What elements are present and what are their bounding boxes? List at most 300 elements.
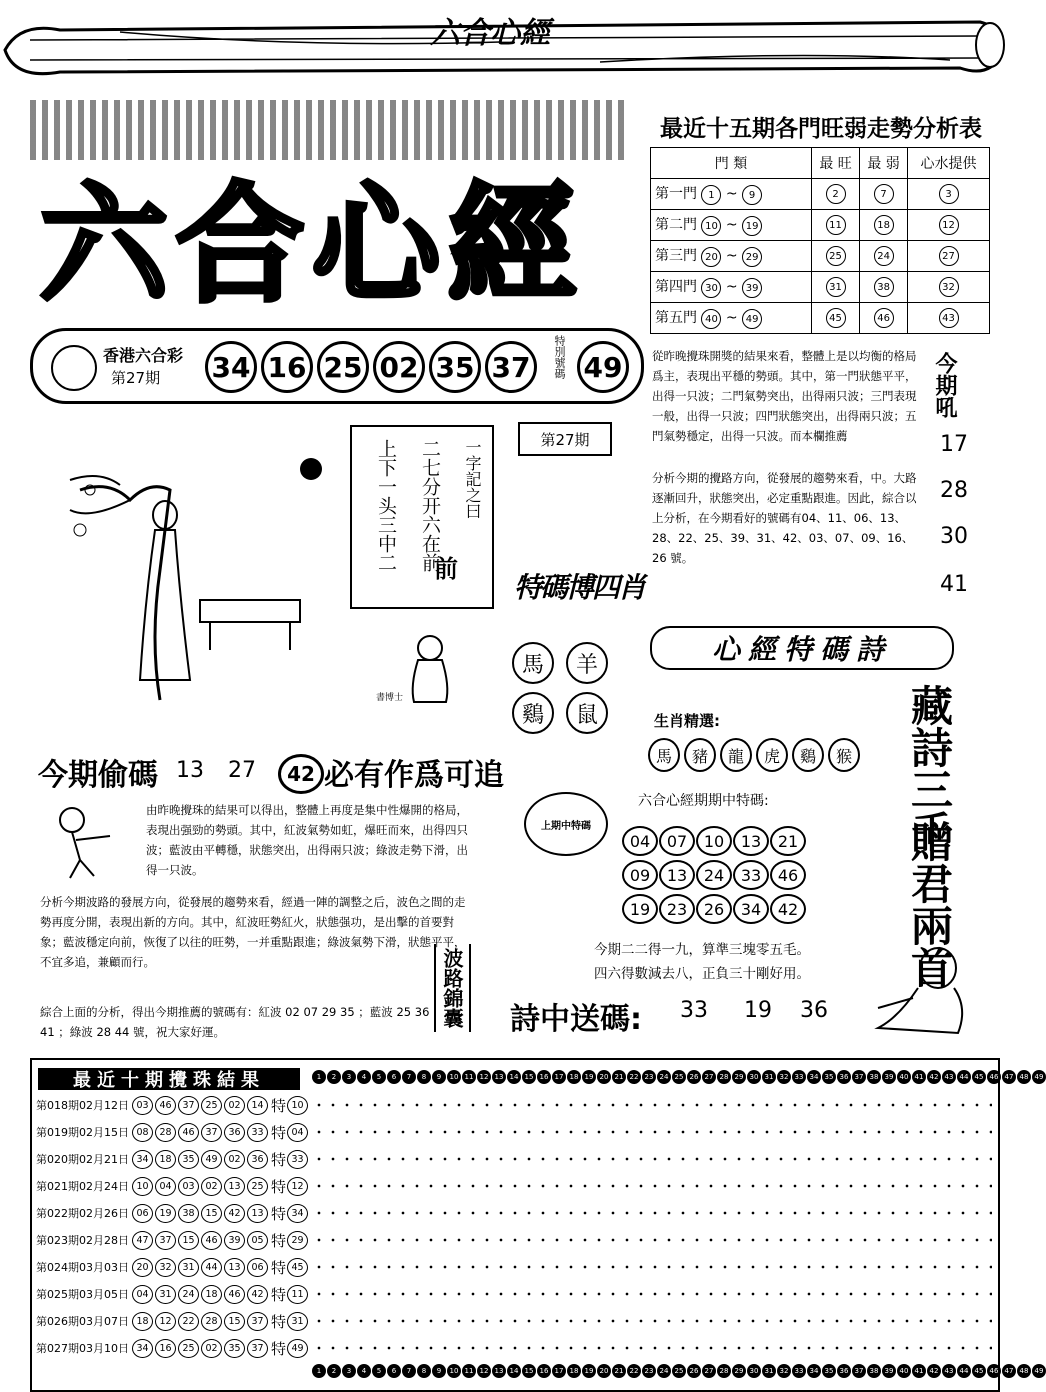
strip-number: 26 <box>687 1364 701 1378</box>
results-ball: 12 <box>155 1312 176 1331</box>
strip-number: 28 <box>717 1364 731 1378</box>
door-cell: 第三門 20 ~ 29 <box>651 241 812 272</box>
strip-number: 27 <box>702 1364 716 1378</box>
results-ball: 13 <box>224 1177 245 1196</box>
strip-number: 23 <box>642 1364 656 1378</box>
special-ball: 49 <box>577 341 629 393</box>
zodiac-item: 鷄 <box>792 738 824 772</box>
results-special-ball: 45 <box>287 1258 308 1277</box>
results-ball: 42 <box>224 1204 245 1223</box>
strip-number: 32 <box>777 1070 791 1084</box>
results-ball: 47 <box>132 1231 153 1250</box>
draw-ball: 37 <box>485 341 537 393</box>
strip-number: 48 <box>1017 1070 1031 1084</box>
results-ball: 37 <box>247 1312 268 1331</box>
results-special-label: 特 <box>271 1339 287 1358</box>
strip-number: 29 <box>732 1364 746 1378</box>
results-dot-grid <box>312 1202 992 1224</box>
results-ball: 03 <box>132 1096 153 1115</box>
strip-number: 2 <box>327 1070 341 1084</box>
max-cell: 11 <box>812 210 860 241</box>
steal-paragraph-3: 綜合上面的分析，得出今期推薦的號碼有：紅波 02 07 29 35 ；藍波 25 36 41 ；綠波 28 44 號，祝大家好運。 <box>40 1005 430 1039</box>
results-ball: 33 <box>247 1123 268 1142</box>
strip-number: 14 <box>507 1070 521 1084</box>
strip-number: 40 <box>897 1070 911 1084</box>
hit-number-ball: 10 <box>696 826 732 856</box>
results-ball: 25 <box>247 1177 268 1196</box>
poem-line-2: 四六得數減去八，正負三十剛好用。 <box>594 966 810 982</box>
results-special-ball: 12 <box>287 1177 308 1196</box>
results-ball: 25 <box>201 1096 222 1115</box>
scholar-illustration <box>858 938 978 1038</box>
table-row <box>651 272 990 303</box>
strip-number: 14 <box>507 1364 521 1378</box>
results-ball: 18 <box>201 1285 222 1304</box>
strip-number: 19 <box>582 1364 596 1378</box>
door-cell: 第四門 30 ~ 39 <box>651 272 812 303</box>
results-ball: 14 <box>247 1096 268 1115</box>
strip-number: 6 <box>387 1364 401 1378</box>
results-row <box>36 1337 310 1359</box>
last-issue-stamp: 上期中特碼 <box>524 792 608 856</box>
roar-number: 28 <box>940 478 968 503</box>
results-ball: 39 <box>224 1231 245 1250</box>
results-special-label: 特 <box>271 1096 287 1115</box>
riddle-col1: 一字記之曰 <box>463 439 482 519</box>
riddle-box <box>350 425 494 609</box>
results-ball: 20 <box>132 1258 153 1277</box>
analysis-paragraph-2: 分析今期的攪路方向，從發展的趨勢來看，中。大路逐漸回升，狀態突出，必定重點跟進。因此，綜合以上分析，在今期看好的號碼有04、11、06、13、28、22、25、39、31、42、03、07、09、16、26 號。 <box>652 471 917 565</box>
draw-ball: 34 <box>205 341 257 393</box>
strip-number: 37 <box>852 1364 866 1378</box>
strip-number: 30 <box>747 1364 761 1378</box>
strip-number: 39 <box>882 1070 896 1084</box>
strip-number: 20 <box>597 1364 611 1378</box>
strip-number: 30 <box>747 1070 761 1084</box>
max-cell: 2 <box>812 179 860 210</box>
number-strip-bottom <box>312 1364 1044 1380</box>
results-ball: 28 <box>155 1123 176 1142</box>
strip-number: 9 <box>432 1070 446 1084</box>
header-cell: 門 類 <box>651 148 812 179</box>
strip-number: 44 <box>957 1070 971 1084</box>
strip-number: 49 <box>1032 1070 1046 1084</box>
results-ball: 06 <box>247 1258 268 1277</box>
strip-number: 41 <box>912 1364 926 1378</box>
results-row <box>36 1175 310 1197</box>
results-issue-label: 第018期02月12日 <box>36 1099 129 1112</box>
strip-number: 26 <box>687 1070 701 1084</box>
lottery-result-bar <box>30 328 644 404</box>
table-row <box>651 210 990 241</box>
hit-number-ball: 24 <box>696 860 732 890</box>
results-ball: 02 <box>201 1177 222 1196</box>
strip-number: 39 <box>882 1364 896 1378</box>
results-dot-grid <box>312 1310 992 1332</box>
strip-number: 5 <box>372 1364 386 1378</box>
results-ball: 13 <box>247 1204 268 1223</box>
results-special-label: 特 <box>271 1150 287 1169</box>
results-special-ball: 11 <box>287 1285 308 1304</box>
trend-title: 最近十五期各門旺弱走勢分析表 <box>660 115 982 142</box>
results-ball: 24 <box>178 1285 199 1304</box>
max-cell: 45 <box>812 303 860 334</box>
results-ball: 31 <box>178 1258 199 1277</box>
results-ball: 42 <box>247 1285 268 1304</box>
strip-number: 33 <box>792 1070 806 1084</box>
results-ball: 37 <box>247 1339 268 1358</box>
table-row <box>651 241 990 272</box>
strip-number: 43 <box>942 1070 956 1084</box>
strip-number: 10 <box>447 1364 461 1378</box>
strip-number: 27 <box>702 1070 716 1084</box>
results-special-label: 特 <box>271 1231 287 1250</box>
strip-number: 41 <box>912 1070 926 1084</box>
results-dot-grid <box>312 1175 992 1197</box>
strip-number: 13 <box>492 1364 506 1378</box>
strip-number: 19 <box>582 1070 596 1084</box>
min-cell: 7 <box>860 179 908 210</box>
poem-title: 心經特碼詩 <box>650 626 954 670</box>
strip-number: 25 <box>672 1364 686 1378</box>
results-title: 最近十期攪珠結果 <box>38 1068 300 1090</box>
results-ball: 04 <box>132 1285 153 1304</box>
strip-number: 36 <box>837 1364 851 1378</box>
number-strip-top <box>312 1070 1044 1086</box>
hit-number-ball: 33 <box>733 860 769 890</box>
results-ball: 46 <box>201 1231 222 1250</box>
riddle-col2: 二七分开六在前 <box>419 439 441 572</box>
results-special-label: 特 <box>271 1285 287 1304</box>
poem-gift-label: 詩中送碼: <box>510 1002 642 1037</box>
strip-number: 32 <box>777 1364 791 1378</box>
strip-number: 11 <box>462 1070 476 1084</box>
results-row <box>36 1310 310 1332</box>
lottery-brand: 香港六合彩 <box>103 346 184 365</box>
strip-number: 21 <box>612 1364 626 1378</box>
poem-gift-number: 19 <box>744 998 772 1023</box>
results-ball: 15 <box>178 1231 199 1250</box>
zodiac-item: 豬 <box>684 738 716 772</box>
special-label: 特別號碼 <box>553 335 566 379</box>
hit-number-ball: 23 <box>659 894 695 924</box>
strip-number: 31 <box>762 1070 776 1084</box>
strip-number: 16 <box>537 1364 551 1378</box>
strip-number: 46 <box>987 1364 1001 1378</box>
results-row <box>36 1229 310 1251</box>
strip-number: 18 <box>567 1364 581 1378</box>
roar-label: 今期吼 <box>932 352 958 418</box>
door-cell: 第一門 1 ~ 9 <box>651 179 812 210</box>
strip-number: 3 <box>342 1364 356 1378</box>
results-ball: 15 <box>201 1204 222 1223</box>
results-issue-label: 第027期03月10日 <box>36 1342 129 1355</box>
riddle-answer: 前 <box>434 555 458 583</box>
results-ball: 02 <box>224 1150 245 1169</box>
header-cell: 最 弱 <box>860 148 908 179</box>
strip-number: 45 <box>972 1070 986 1084</box>
strip-number: 3 <box>342 1070 356 1084</box>
results-row <box>36 1283 310 1305</box>
results-ball: 22 <box>178 1312 199 1331</box>
door-cell: 第五門 40 ~ 49 <box>651 303 812 334</box>
results-issue-label: 第020期02月21日 <box>36 1153 129 1166</box>
zodiac-item: 馬 <box>648 738 680 772</box>
strip-number: 33 <box>792 1364 806 1378</box>
strip-number: 29 <box>732 1070 746 1084</box>
strip-number: 24 <box>657 1070 671 1084</box>
results-row <box>36 1148 310 1170</box>
roar-number: 30 <box>940 524 968 549</box>
results-special-ball: 04 <box>287 1123 308 1142</box>
results-issue-label: 第019期02月15日 <box>36 1126 129 1139</box>
header-cell: 心水提供 <box>908 148 990 179</box>
strip-number: 15 <box>522 1070 536 1084</box>
results-ball: 32 <box>155 1258 176 1277</box>
strip-number: 15 <box>522 1364 536 1378</box>
results-row <box>36 1256 310 1278</box>
results-special-label: 特 <box>271 1177 287 1196</box>
min-cell: 18 <box>860 210 908 241</box>
poem-gift-number: 36 <box>800 998 828 1023</box>
results-ball: 31 <box>155 1285 176 1304</box>
logo-title: 六合心經 <box>40 170 585 320</box>
hit-number-ball: 26 <box>696 894 732 924</box>
strip-number: 12 <box>477 1364 491 1378</box>
four-zodiac-title: 特碼博四肖 <box>514 571 645 604</box>
results-dot-grid <box>312 1121 992 1143</box>
roar-number: 41 <box>940 572 968 597</box>
results-ball: 44 <box>201 1258 222 1277</box>
strip-number: 21 <box>612 1070 626 1084</box>
hit-number-ball: 13 <box>733 826 769 856</box>
results-special-ball: 33 <box>287 1150 308 1169</box>
poem-line-1: 今期二二得一九，算準三塊零五毛。 <box>594 942 810 958</box>
strip-number: 9 <box>432 1364 446 1378</box>
results-ball: 18 <box>132 1312 153 1331</box>
draw-ball: 02 <box>373 341 425 393</box>
steal-title: 今期偷碼 <box>38 758 158 793</box>
banner-title: 六合心經 <box>430 16 550 51</box>
results-special-label: 特 <box>271 1123 287 1142</box>
hit-number-ball: 46 <box>770 860 806 890</box>
hit-number-ball: 09 <box>622 860 658 890</box>
results-ball: 15 <box>224 1312 245 1331</box>
results-dot-grid <box>312 1256 992 1278</box>
results-issue-label: 第023期02月28日 <box>36 1234 129 1247</box>
draw-ball: 25 <box>317 341 369 393</box>
black-dot <box>300 458 322 480</box>
strip-number: 48 <box>1017 1364 1031 1378</box>
strip-number: 47 <box>1002 1364 1016 1378</box>
mark-six-logo-icon <box>51 345 97 391</box>
results-ball: 36 <box>224 1123 245 1142</box>
zodiac-item: 龍 <box>720 738 752 772</box>
lottery-issue: 第27期 <box>111 369 161 387</box>
results-ball: 46 <box>155 1096 176 1115</box>
results-special-ball: 49 <box>287 1339 308 1358</box>
strip-number: 34 <box>807 1364 821 1378</box>
results-ball: 19 <box>155 1204 176 1223</box>
table-row <box>651 179 990 210</box>
results-ball: 25 <box>178 1339 199 1358</box>
zodiac-item: 虎 <box>756 738 788 772</box>
zodiac-item: 馬 <box>512 642 554 684</box>
results-row <box>36 1094 310 1116</box>
strip-number: 42 <box>927 1364 941 1378</box>
results-ball: 35 <box>178 1150 199 1169</box>
results-ball: 37 <box>178 1096 199 1115</box>
strip-number: 44 <box>957 1364 971 1378</box>
strip-number: 1 <box>312 1070 326 1084</box>
results-ball: 02 <box>201 1339 222 1358</box>
trend-table <box>650 147 990 334</box>
tip-cell: 43 <box>908 303 990 334</box>
strip-number: 22 <box>627 1070 641 1084</box>
max-cell: 25 <box>812 241 860 272</box>
tip-cell: 27 <box>908 241 990 272</box>
hit-number-ball: 42 <box>770 894 806 924</box>
results-issue-label: 第021期02月24日 <box>36 1180 129 1193</box>
zodiac-select-list <box>648 738 860 772</box>
strip-number: 17 <box>552 1364 566 1378</box>
tip-cell: 12 <box>908 210 990 241</box>
hit-number-ball: 04 <box>622 826 658 856</box>
min-cell: 46 <box>860 303 908 334</box>
draw-ball: 35 <box>429 341 481 393</box>
strip-number: 7 <box>402 1364 416 1378</box>
strip-number: 5 <box>372 1070 386 1084</box>
zodiac-item: 鷄 <box>512 692 554 734</box>
tip-cell: 32 <box>908 272 990 303</box>
hit-number-ball: 21 <box>770 826 806 856</box>
results-special-label: 特 <box>271 1258 287 1277</box>
strip-number: 22 <box>627 1364 641 1378</box>
strip-number: 37 <box>852 1070 866 1084</box>
hidden-poem-title: 藏詩三千 <box>905 684 954 852</box>
results-ball: 13 <box>224 1258 245 1277</box>
strip-number: 43 <box>942 1364 956 1378</box>
strip-number: 45 <box>972 1364 986 1378</box>
zodiac-item: 猴 <box>828 738 860 772</box>
strip-number: 40 <box>897 1364 911 1378</box>
results-special-ball: 10 <box>287 1096 308 1115</box>
person-illustration <box>50 800 140 880</box>
steal-number: 27 <box>228 758 256 783</box>
results-ball: 46 <box>224 1285 245 1304</box>
strip-number: 18 <box>567 1070 581 1084</box>
results-dot-grid <box>312 1283 992 1305</box>
results-special-ball: 29 <box>287 1231 308 1250</box>
strip-number: 11 <box>462 1364 476 1378</box>
strip-number: 4 <box>357 1364 371 1378</box>
results-dot-grid <box>312 1148 992 1170</box>
strip-number: 10 <box>447 1070 461 1084</box>
lady-tree-illustration <box>50 460 320 710</box>
min-cell: 24 <box>860 241 908 272</box>
issue-hit-label: 六合心經期期中特碼: <box>638 793 769 809</box>
strip-number: 28 <box>717 1070 731 1084</box>
doctor-label: 書博士 <box>376 693 404 703</box>
poem-gift-number: 33 <box>680 998 708 1023</box>
strip-number: 34 <box>807 1070 821 1084</box>
strip-number: 47 <box>1002 1070 1016 1084</box>
results-ball: 10 <box>132 1177 153 1196</box>
strip-number: 20 <box>597 1070 611 1084</box>
strip-number: 24 <box>657 1364 671 1378</box>
results-row <box>36 1202 310 1224</box>
results-ball: 08 <box>132 1123 153 1142</box>
results-ball: 06 <box>132 1204 153 1223</box>
strip-number: 4 <box>357 1070 371 1084</box>
doctor-illustration <box>400 626 460 706</box>
strip-number: 7 <box>402 1070 416 1084</box>
strip-number: 35 <box>822 1070 836 1084</box>
results-ball: 37 <box>155 1231 176 1250</box>
results-ball: 34 <box>132 1150 153 1169</box>
min-cell: 38 <box>860 272 908 303</box>
steal-side-label: 波路錦囊 <box>434 944 471 1032</box>
strip-number: 16 <box>537 1070 551 1084</box>
strip-number: 12 <box>477 1070 491 1084</box>
results-special-label: 特 <box>271 1312 287 1331</box>
strip-number: 36 <box>837 1070 851 1084</box>
results-ball: 18 <box>155 1150 176 1169</box>
steal-slogan: 必有作爲可追 <box>324 758 504 793</box>
table-header-row <box>651 148 990 179</box>
strip-number: 46 <box>987 1070 1001 1084</box>
strip-number: 42 <box>927 1070 941 1084</box>
results-dot-grid <box>312 1094 992 1116</box>
draw-ball: 16 <box>261 341 313 393</box>
strip-number: 1 <box>312 1364 326 1378</box>
results-issue-label: 第025期03月05日 <box>36 1288 129 1301</box>
results-dot-grid <box>312 1337 992 1359</box>
strip-number: 8 <box>417 1364 431 1378</box>
results-ball: 35 <box>224 1339 245 1358</box>
results-ball: 38 <box>178 1204 199 1223</box>
results-dot-grid <box>312 1229 992 1251</box>
analysis-paragraph-1: 從昨晚攪珠開獎的結果來看，整體上是以均衡的格局爲主，表現出平穩的勢頭。其中，第一門狀態平平，出得一只波；二門氣勢突出，出得兩只波；三門表現一般，出得一只波；四門狀態突出，出得兩只波；五門氣勢穩定，出得一只波。而本欄推薦 <box>652 349 917 443</box>
results-issue-label: 第024期03月03日 <box>36 1261 129 1274</box>
steal-paragraph-2: 分析今期波路的發展方向，從發展的趨勢來看，經過一陣的調整之后，波色之間的走勢再度分開，表現出新的方向。其中，紅波旺勢紅火，狀態强功，是出擊的首要對象；藍波穩定向前，恢復了以往的旺勢，一并重點跟進；綠波氣勢下滑，狀態平平，不宜多追，兼顧而行。 <box>40 895 466 969</box>
steal-number-circled: 42 <box>278 754 324 794</box>
strip-number: 8 <box>417 1070 431 1084</box>
results-ball: 36 <box>247 1150 268 1169</box>
results-ball: 04 <box>155 1177 176 1196</box>
top-banner <box>0 0 1017 90</box>
hit-number-ball: 19 <box>622 894 658 924</box>
header-cell: 最 旺 <box>812 148 860 179</box>
riddle-issue: 第27期 <box>518 422 612 456</box>
strip-number: 38 <box>867 1070 881 1084</box>
results-special-ball: 34 <box>287 1204 308 1223</box>
zodiac-item: 羊 <box>566 642 608 684</box>
hit-number-ball: 07 <box>659 826 695 856</box>
tip-cell: 3 <box>908 179 990 210</box>
zodiac-select-label: 生肖精選: <box>654 712 720 730</box>
strip-number: 2 <box>327 1364 341 1378</box>
steal-number: 13 <box>176 758 204 783</box>
strip-number: 35 <box>822 1364 836 1378</box>
strip-number: 23 <box>642 1070 656 1084</box>
strip-number: 31 <box>762 1364 776 1378</box>
results-ball: 05 <box>247 1231 268 1250</box>
strip-number: 17 <box>552 1070 566 1084</box>
results-ball: 46 <box>178 1123 199 1142</box>
results-ball: 28 <box>201 1312 222 1331</box>
results-row <box>36 1121 310 1143</box>
